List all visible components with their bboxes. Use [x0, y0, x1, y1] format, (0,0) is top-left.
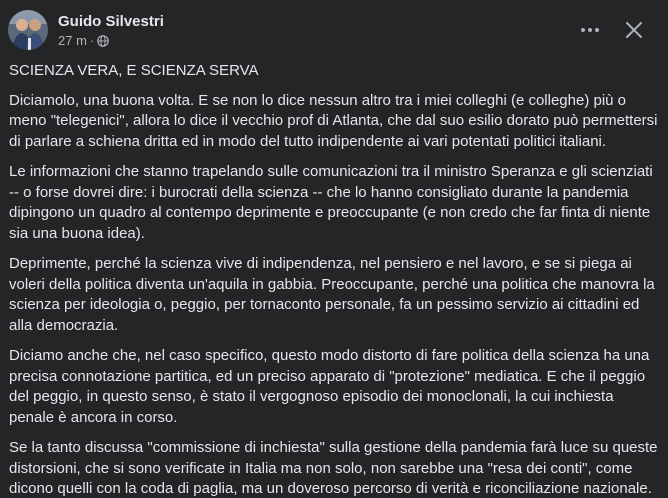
- author-name[interactable]: Guido Silvestri: [58, 13, 164, 30]
- post-title: SCIENZA VERA, E SCIENZA SERVA: [9, 62, 259, 79]
- meta-separator: ·: [89, 33, 95, 48]
- post-paragraph: Deprimente, perché la scienza vive di indipendenza, nel pensiero e nel lavoro, e se si piega ai voleri della politica diventa un'aquila in gabbia. Preoccupante, perché una politica che manovra la scienza per ideologia o, peggio, per tornaconto personale, fa un pessimo servizio ai cittadini ed alla democrazia.: [9, 255, 655, 334]
- author-avatar[interactable]: [8, 10, 48, 50]
- close-icon: [625, 21, 643, 39]
- post-paragraph: Diciamo anche che, nel caso specifico, questo modo distorto di fare politica della scienza ha una precisa connotazione partitica, ed un preciso apparato di "protezione" mediatica. E che il peggio del peggio, in questo senso, è stato il vergognoso episodio dei monoclonali, la cui inchiesta penale è ancora in corso.: [9, 347, 650, 426]
- post-meta: [58, 33, 109, 48]
- close-button[interactable]: [616, 12, 652, 48]
- avatar-photo: [8, 10, 48, 50]
- post-body: [9, 61, 658, 498]
- post-paragraph: Le informazioni che stanno trapelando sulle comunicazioni tra il ministro Speranza e gli scienziati -- o forse dovrei dire: i burocrati della scienza -- che lo hanno consigliato durante la pandemia dipingono un quadro al contempo deprimente e preoccupante (e non credo che far finta di niente sia una buona idea).: [9, 163, 653, 242]
- ellipsis-icon: [580, 27, 600, 33]
- globe-icon[interactable]: [97, 35, 109, 47]
- more-options-button[interactable]: [572, 12, 608, 48]
- post-paragraph: Diciamolo, una buona volta. E se non lo dice nessun altro tra i miei colleghi (e colleghe) più o meno "telegenici", allora lo dice il vecchio prof di Atlanta, che dal suo esilio dorato può permettersi di parlare a schiena dritta ed in modo del tutto indipendente ai vari potentati politici italiani.: [9, 91, 658, 150]
- post-time[interactable]: 27 m: [58, 33, 87, 48]
- post-paragraph: Se la tanto discussa "commissione di inchiesta" sulla gestione della pandemia farà luce su queste distorsioni, che si sono verificate in Italia ma non solo, non sarebbe una "resa dei conti", come dicono quelli con la coda di paglia, ma un doveroso percorso di verità e riconciliazione nazionale.: [9, 439, 658, 497]
- post-header: [8, 10, 652, 54]
